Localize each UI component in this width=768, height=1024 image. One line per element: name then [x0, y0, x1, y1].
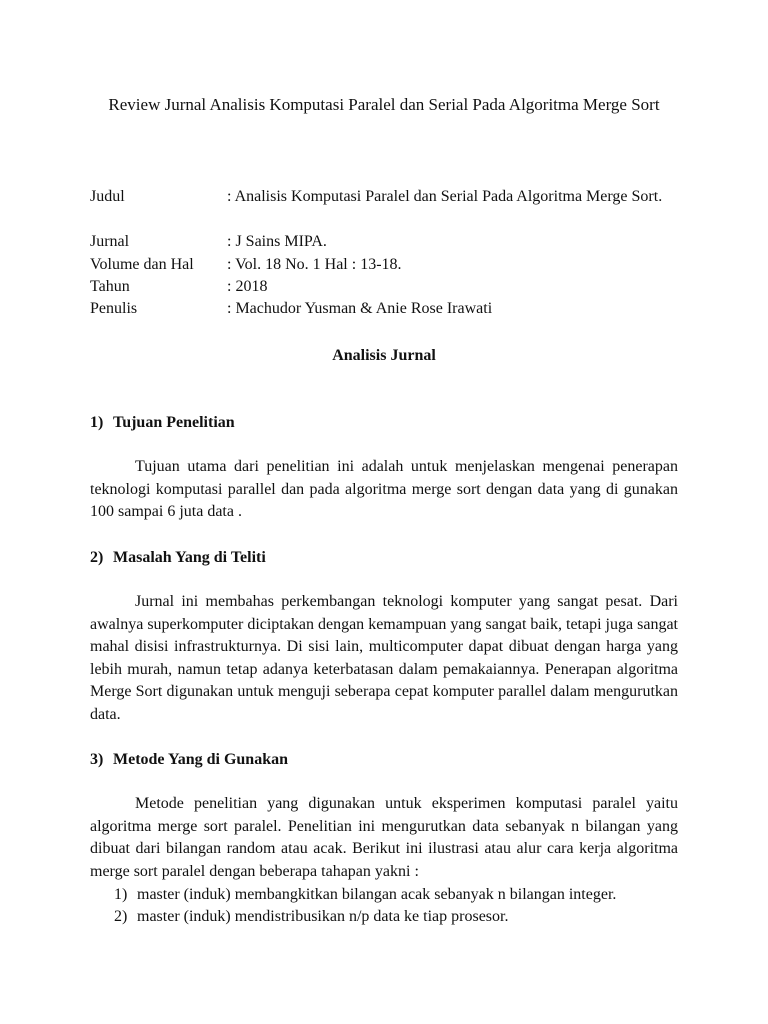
meta-label: Judul	[90, 188, 125, 205]
analysis-heading: Analisis Jurnal	[332, 347, 436, 364]
meta-value: : Analisis Komputasi Paralel dan Serial Pada Algoritma Merge Sort.	[227, 188, 663, 205]
meta-value: : J Sains MIPA.	[227, 233, 327, 250]
list-item	[114, 884, 616, 907]
section-number: 2)	[90, 549, 104, 566]
section-heading-masalah	[90, 547, 266, 570]
section-title: Metode Yang di Gunakan	[113, 751, 288, 768]
section-heading-tujuan	[90, 412, 235, 435]
meta-label: Volume dan Hal	[90, 256, 194, 273]
list-number: 2)	[114, 908, 128, 925]
meta-label: Penulis	[90, 300, 138, 317]
section-title: Masalah Yang di Teliti	[113, 549, 266, 566]
list-item	[114, 906, 508, 929]
section-paragraph-metode: Metode penelitian yang digunakan untuk eksperimen komputasi paralel yaitu algoritma merge sort paralel. Penelitian ini mengurutkan data sebanyak n bilangan yang dibuat dari bilangan random atau acak. Berikut ini ilustrasi atau alur cara kerja algoritma merge sort paralel dengan beberapa tahapan yakni :	[90, 795, 678, 880]
meta-label: Tahun	[90, 278, 130, 295]
section-paragraph-tujuan: Tujuan utama dari penelitian ini adalah untuk menjelaskan mengenai penerapan teknologi komputasi parallel dan pada algoritma merge sort dengan data yang di gunakan 100 sampai 6 juta data .	[90, 458, 678, 520]
list-number: 1)	[114, 886, 128, 903]
list-text: master (induk) mendistribusikan n/p data ke tiap prosesor.	[137, 908, 509, 925]
meta-value: : 2018	[227, 278, 268, 295]
meta-label: Jurnal	[90, 233, 130, 250]
section-paragraph-masalah: Jurnal ini membahas perkembangan teknologi komputer yang sangat pesat. Dari awalnya superkomputer diciptakan dengan kemampuan yang sangat baik, tetapi juga sangat mahal disisi infrastrukturnya. Di sisi lain, multicomputer dapat dibuat dengan harga yang lebih murah, namun tetap adanya keterbatasan dalam pemakaiannya. Penerapan algoritma Merge Sort digunakan untuk menguji seberapa cepat komputer parallel dalam mengurutkan data.	[90, 593, 678, 723]
meta-value: : Vol. 18 No. 1 Hal : 13-18.	[227, 256, 402, 273]
list-text: master (induk) membangkitkan bilangan acak sebanyak n bilangan integer.	[137, 886, 617, 903]
meta-value: : Machudor Yusman & Anie Rose Irawati	[227, 300, 493, 317]
section-heading-metode	[90, 749, 288, 772]
section-title: Tujuan Penelitian	[113, 414, 235, 431]
document-title: Review Jurnal Analisis Komputasi Paralel dan Serial Pada Algoritma Merge Sort	[108, 95, 660, 114]
section-number: 3)	[90, 751, 104, 768]
section-number: 1)	[90, 414, 104, 431]
